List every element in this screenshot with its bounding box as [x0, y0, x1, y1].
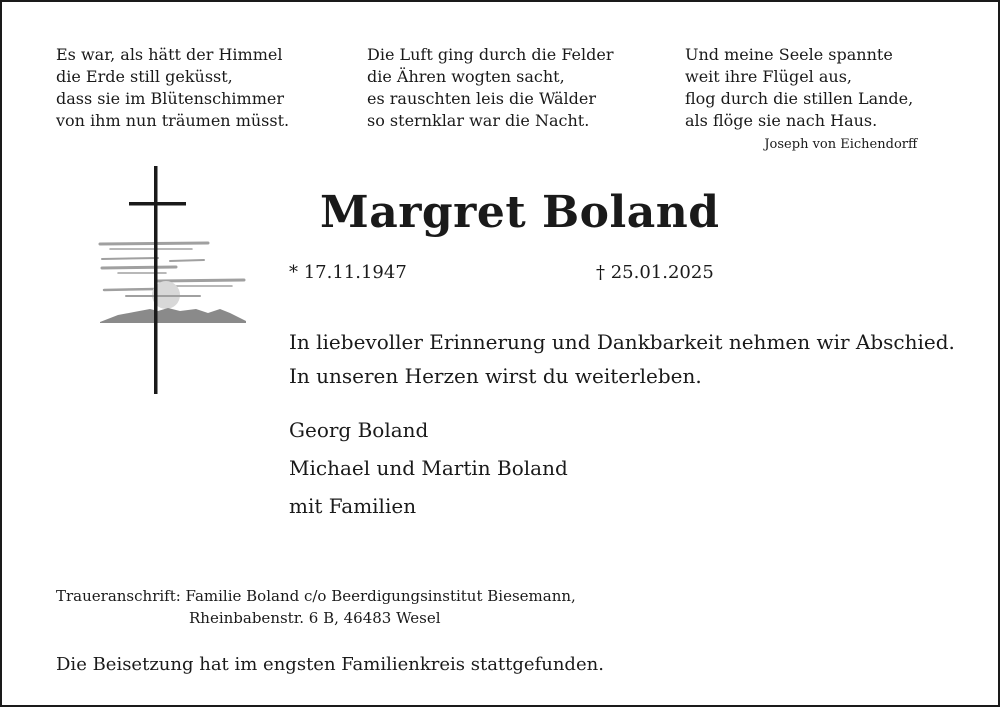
farewell-message: [289, 325, 955, 393]
cross-arm: [129, 202, 186, 206]
poem-stanza-3: [685, 44, 918, 156]
poem-line: die Ähren wogten sacht,: [367, 67, 565, 86]
deceased-name: Margret Boland: [320, 187, 720, 238]
poem-line: Und meine Seele spannte: [685, 45, 893, 64]
birth-date: * 17.11.1947: [289, 262, 407, 283]
message-line: In liebevoller Erinnerung und Dankbarkeit nehmen wir Abschied.: [289, 330, 955, 354]
poem-line: die Erde still geküsst,: [56, 67, 233, 86]
death-date: † 25.01.2025: [596, 262, 714, 283]
poem-line: dass sie im Blütenschimmer: [56, 89, 284, 108]
poem-stanza-2: [367, 44, 614, 132]
poem-line: so sternklar war die Nacht.: [367, 111, 590, 130]
message-line: In unseren Herzen wirst du weiterleben.: [289, 364, 702, 388]
mourner-name: Michael und Martin Boland: [289, 456, 568, 480]
condolence-address: [56, 585, 576, 629]
cross-landscape-illustration: [96, 162, 252, 398]
landscape-illustration: [96, 162, 252, 398]
poem-line: Es war, als hätt der Himmel: [56, 45, 283, 64]
poem-line: flog durch die stillen Lande,: [685, 89, 914, 108]
poem-line: Die Luft ging durch die Felder: [367, 45, 614, 64]
mourners-list: [289, 411, 568, 525]
poem-line: weit ihre Flügel aus,: [685, 67, 852, 86]
poem-line: von ihm nun träumen müsst.: [56, 111, 290, 130]
mourner-name: Georg Boland: [289, 418, 429, 442]
funeral-note: Die Beisetzung hat im engsten Familienkreis stattgefunden.: [56, 654, 604, 675]
mourner-name: mit Familien: [289, 494, 417, 518]
address-line-2: Rheinbabenstr. 6 B, 46483 Wesel: [189, 609, 441, 627]
poem-stanza-1: [56, 44, 289, 132]
poem-line: es rauschten leis die Wälder: [367, 89, 597, 108]
mountains-icon: [100, 308, 246, 323]
address-line-1: Traueranschrift: Familie Boland c/o Beerdigungsinstitut Biesemann,: [56, 587, 576, 605]
poem-line: als flöge sie nach Haus.: [685, 111, 878, 130]
poem-author: Joseph von Eichendorff: [764, 137, 918, 152]
cross-icon: [154, 166, 158, 394]
